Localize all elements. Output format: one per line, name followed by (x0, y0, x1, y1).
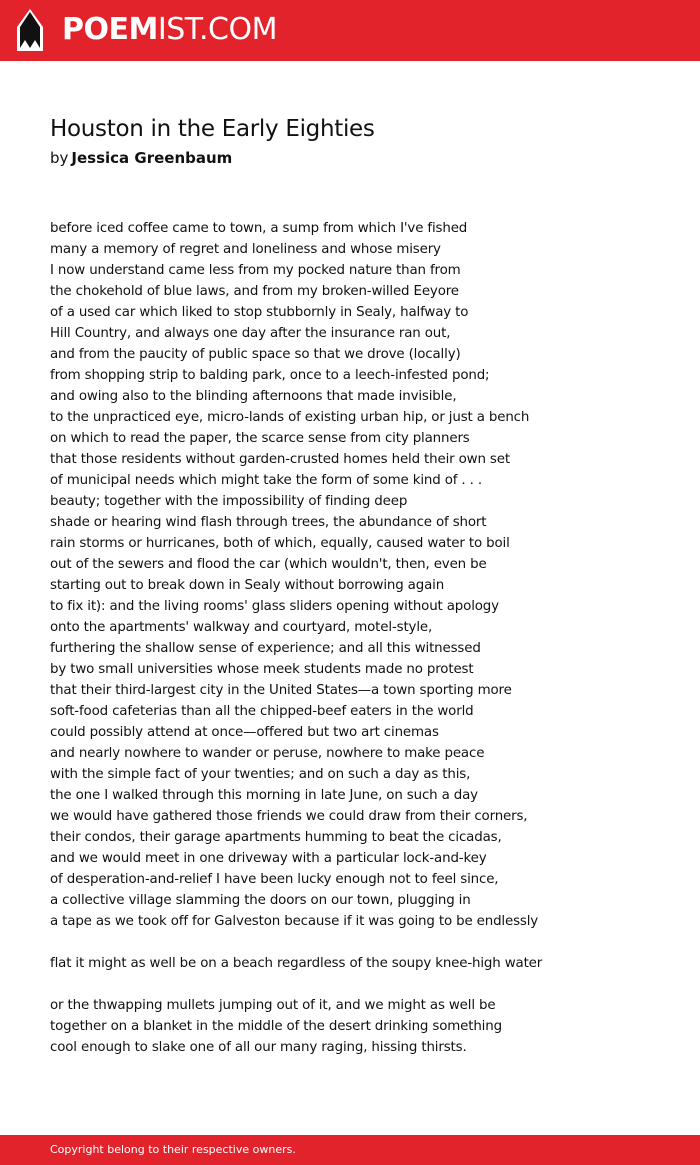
poem-line: many a memory of regret and loneliness and whose misery (50, 242, 441, 257)
poem-line: furthering the shallow sense of experience; and all this witnessed (50, 641, 481, 656)
pencil-logo-icon[interactable] (17, 9, 43, 51)
poem-line: with the simple fact of your twenties; and on such a day as this, (50, 767, 471, 782)
poem-line: a collective village slamming the doors on our town, plugging in (50, 893, 471, 908)
poem-line: and from the paucity of public space so that we drove (locally) (50, 347, 461, 362)
poem-line: beauty; together with the impossibility of finding deep (50, 494, 408, 509)
poem-line: we would have gathered those friends we could draw from their corners, (50, 809, 528, 824)
site-footer (0, 1135, 700, 1165)
site-logo-text[interactable] (62, 10, 277, 50)
poem-line: their condos, their garage apartments humming to beat the cicadas, (50, 830, 502, 845)
poem-line: of a used car which liked to stop stubbornly in Sealy, halfway to (50, 305, 469, 320)
logo-text-bold: POEM (62, 12, 158, 47)
poem-line: by two small universities whose meek students made no protest (50, 662, 474, 677)
poem-line: flat it might as well be on a beach regardless of the soupy knee-high water (50, 956, 543, 971)
poem-line: to fix it): and the living rooms' glass sliders opening without apology (50, 599, 499, 614)
poem-line: shade or hearing wind flash through trees, the abundance of short (50, 515, 487, 530)
poem-title: Houston in the Early Eighties (50, 116, 375, 142)
poem-line: soft-food cafeterias than all the chipped-beef eaters in the world (50, 704, 474, 719)
poem-line: of municipal needs which might take the form of some kind of . . . (50, 473, 482, 488)
poem-line: together on a blanket in the middle of the desert drinking something (50, 1019, 502, 1034)
poem-line: I now understand came less from my pocked nature than from (50, 263, 461, 278)
poem-line: before iced coffee came to town, a sump from which I've fished (50, 221, 468, 236)
poem-line: Hill Country, and always one day after the insurance ran out, (50, 326, 451, 341)
poem-line: or the thwapping mullets jumping out of it, and we might as well be (50, 998, 496, 1013)
poem-line: to the unpracticed eye, micro-lands of existing urban hip, or just a bench (50, 410, 530, 425)
poem-line: and nearly nowhere to wander or peruse, nowhere to make peace (50, 746, 485, 761)
poem-line: the chokehold of blue laws, and from my broken-willed Eeyore (50, 284, 459, 299)
poem-stanza (50, 953, 680, 974)
logo-text-light: IST.COM (157, 12, 277, 47)
poem-line: a tape as we took off for Galveston because if it was going to be endlessly (50, 914, 539, 929)
poem-line: and we would meet in one driveway with a particular lock-and-key (50, 851, 487, 866)
poem-line: rain storms or hurricanes, both of which, equally, caused water to boil (50, 536, 510, 551)
poem-line: starting out to break down in Sealy without borrowing again (50, 578, 445, 593)
poem-stanza (50, 995, 680, 1058)
byline-label: by (50, 149, 69, 167)
poem-line: could possibly attend at once—offered but two art cinemas (50, 725, 439, 740)
poem-line: on which to read the paper, the scarce sense from city planners (50, 431, 470, 446)
poem-stanza (50, 218, 680, 932)
poem-line: out of the sewers and flood the car (which wouldn't, then, even be (50, 557, 487, 572)
poem-line: the one I walked through this morning in late June, on such a day (50, 788, 478, 803)
poem-line: from shopping strip to balding park, once to a leech-infested pond; (50, 368, 490, 383)
poem-line: cool enough to slake one of all our many raging, hissing thirsts. (50, 1040, 467, 1055)
poem-line: that those residents without garden-crusted homes held their own set (50, 452, 510, 467)
copyright-text: Copyright belong to their respective owners. (50, 1143, 296, 1156)
poem-line: onto the apartments' walkway and courtyard, motel-style, (50, 620, 433, 635)
poem-body (50, 218, 680, 1079)
poem-line: of desperation-and-relief I have been lucky enough not to feel since, (50, 872, 499, 887)
site-header (0, 0, 700, 61)
poem-line: and owing also to the blinding afternoons that made invisible, (50, 389, 457, 404)
poem-line: that their third-largest city in the United States—a town sporting more (50, 683, 512, 698)
poem-byline (50, 149, 232, 167)
poem-author: Jessica Greenbaum (71, 149, 233, 167)
